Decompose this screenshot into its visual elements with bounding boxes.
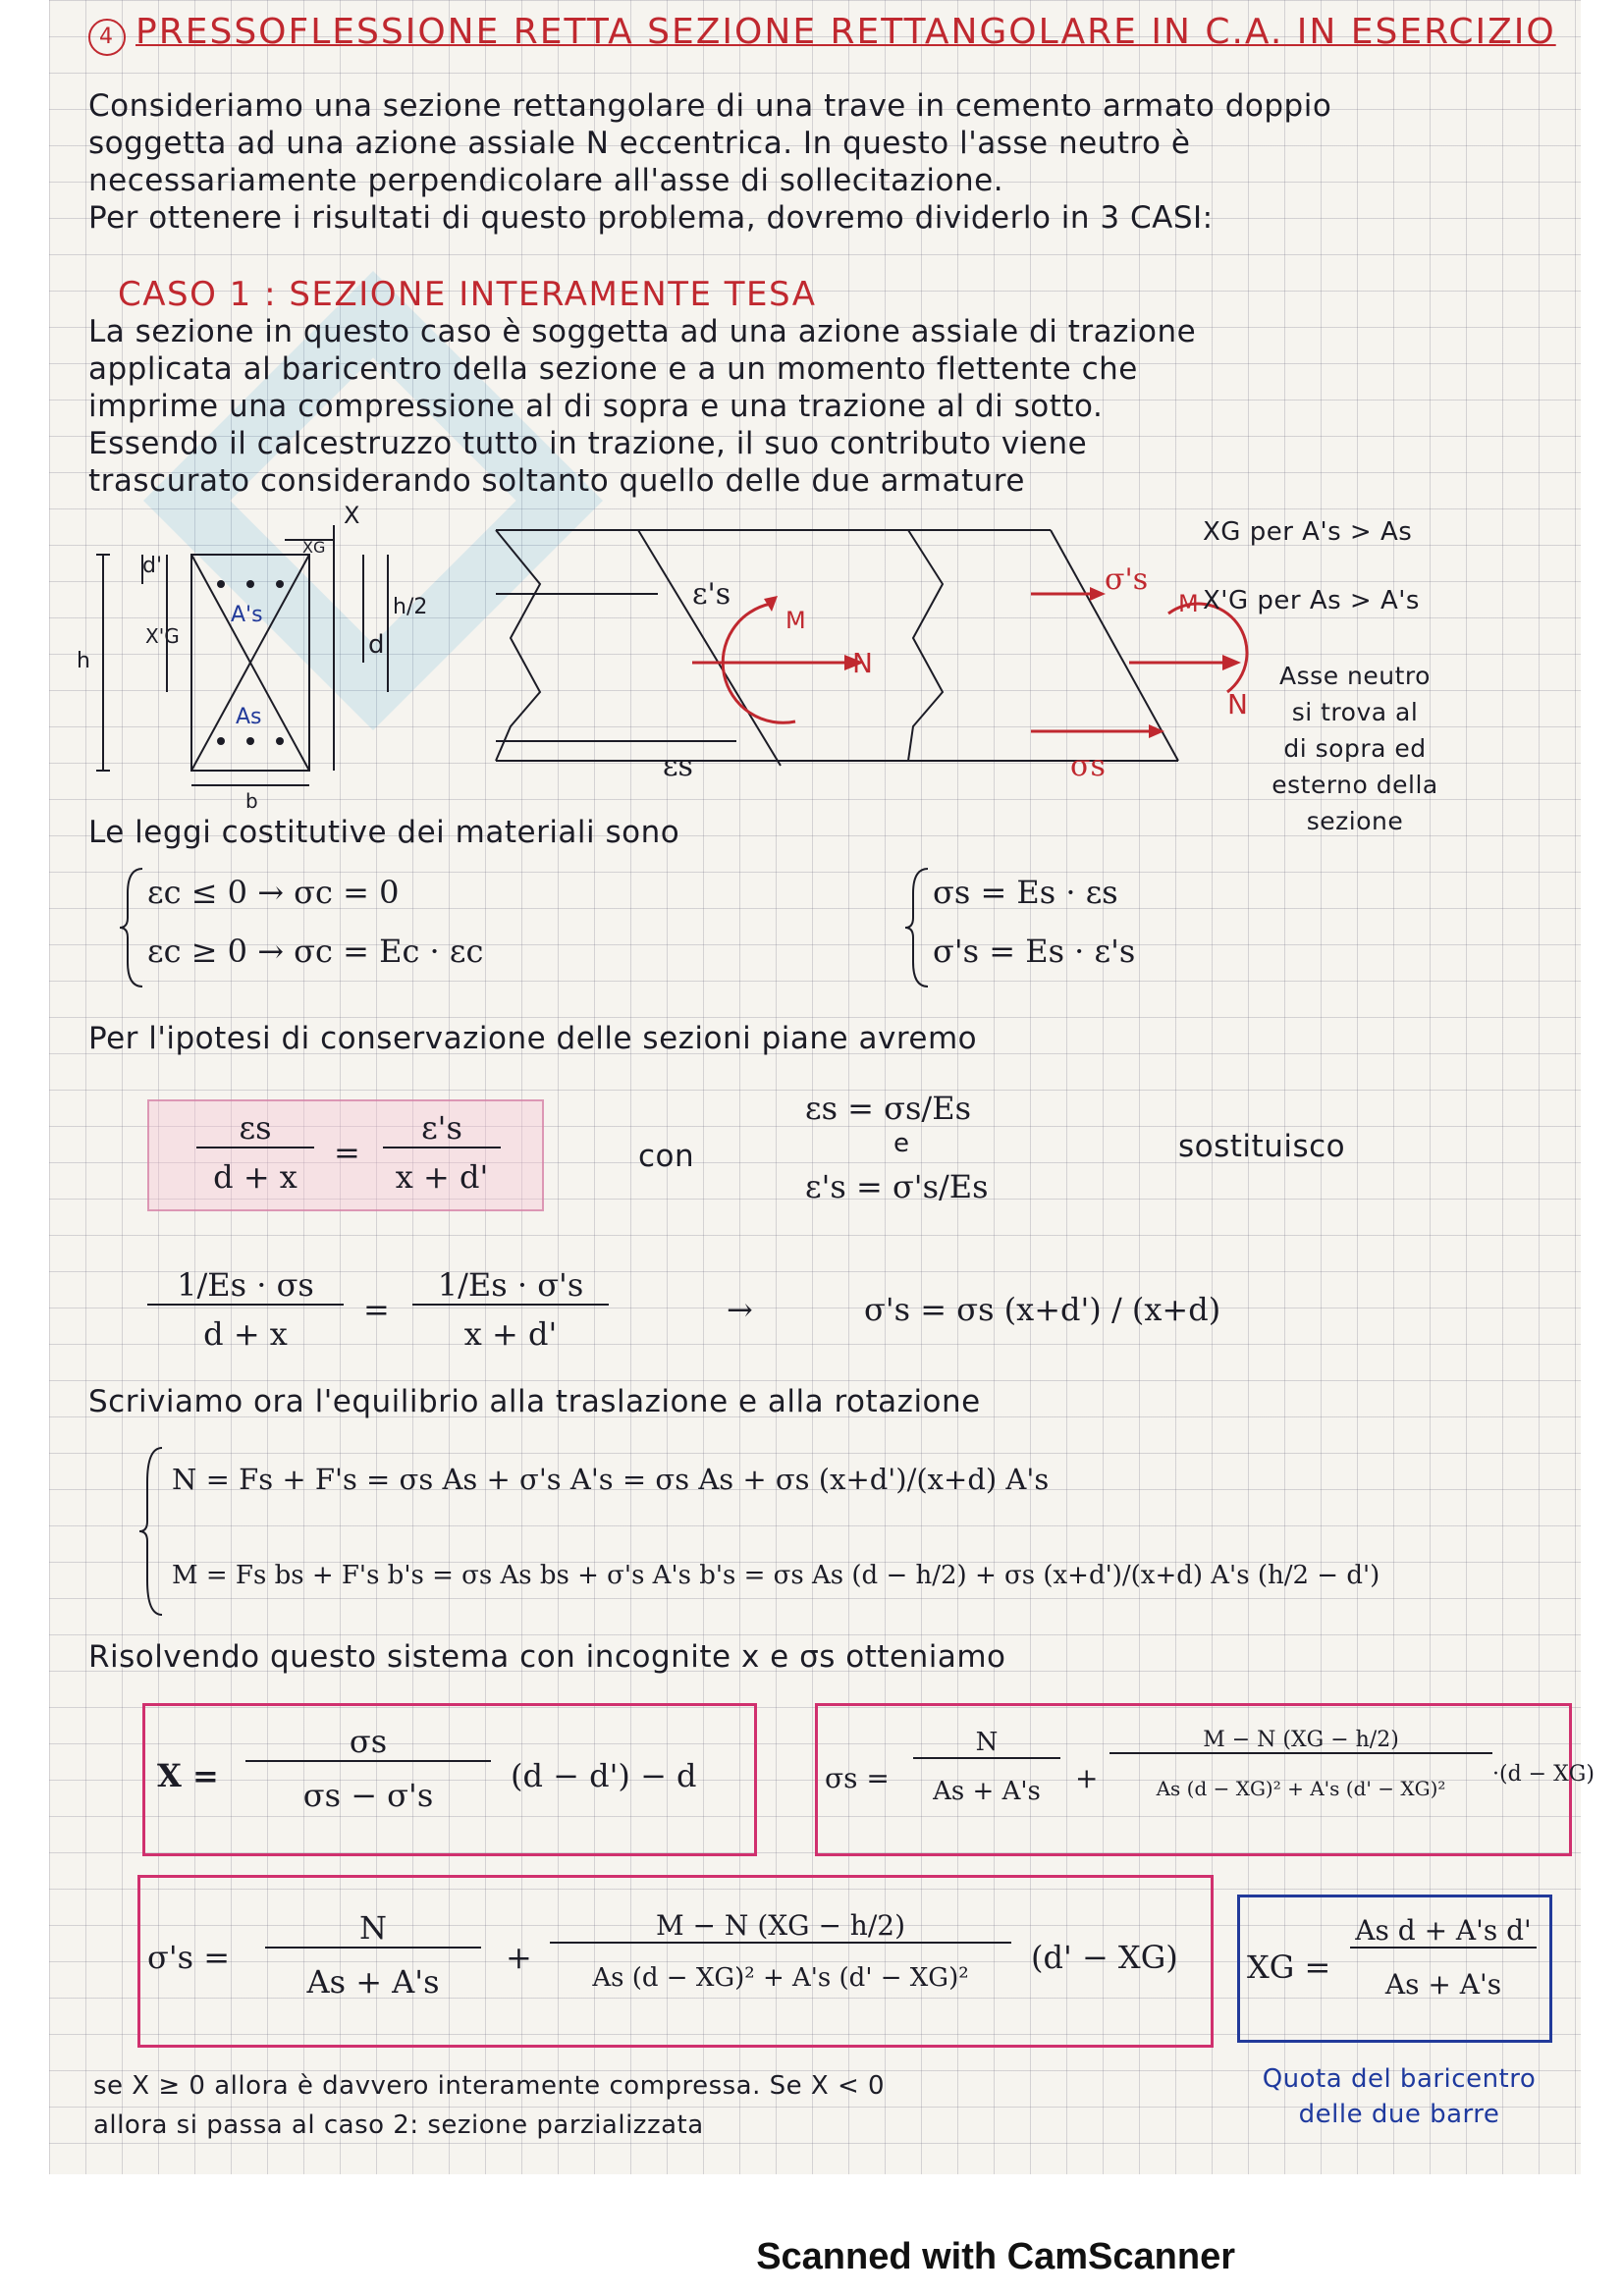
result-sigma-s-tail: ·(d − XG) — [1492, 1762, 1595, 1787]
derived-result: σ's = σs (x+d') / (x+d) — [864, 1291, 1221, 1328]
eps-s-label: εs — [663, 749, 693, 783]
section-number: 4 — [88, 19, 126, 56]
intro-line-3: necessariamente perpendicolare all'asse di sollecitazione. — [88, 163, 1004, 198]
xg-prime-label: X'G — [145, 624, 180, 648]
result-sigma-s-prime-t2-num: M − N (XG − h/2) — [550, 1909, 1011, 1944]
result-xg-num: As d + A's d' — [1350, 1914, 1537, 1949]
camscanner-footer: Scanned with CamScanner — [756, 2236, 1235, 2277]
title-text: PRESSOFLESSIONE RETTA SEZIONE RETTANGOLARE IN C.A. IN ESERCIZIO — [135, 12, 1556, 52]
result-sigma-s-t1-den: As + A's — [933, 1777, 1041, 1806]
intro-line-1: Consideriamo una sezione rettangolare di una trave in cemento armato doppio — [88, 88, 1332, 124]
result-x-den: σs − σ's — [302, 1777, 434, 1814]
neutral-axis-note-line-3: di sopra ed — [1283, 734, 1427, 763]
xg-rule-note: XG per A's > As — [1203, 517, 1413, 547]
intro-line-4: Per ottenere i risultati di questo problema, dovremo dividerlo in 3 CASI: — [88, 200, 1214, 236]
derived-lhs-num: 1/Es · σs — [147, 1266, 344, 1306]
case-1-line-1: La sezione in questo caso è soggetta ad una azione assiale di trazione — [88, 314, 1197, 349]
sigma-s-prime-label: σ's — [1105, 562, 1149, 597]
as-bottom-label: As — [236, 705, 262, 729]
concrete-brace — [118, 864, 147, 991]
result-sigma-s-prime-t2-den: As (d − XG)² + A's (d' − XG)² — [592, 1963, 969, 1993]
d-prime-label: d' — [142, 554, 163, 578]
result-xg-lhs: XG = — [1247, 1949, 1331, 1986]
cross-section — [96, 525, 388, 785]
sub-eps-s: εs = σs/Es — [805, 1090, 971, 1127]
closing-line-2: allora si passa al caso 2: sezione parzializzata — [93, 2110, 704, 2140]
case-1-line-4: Essendo il calcestruzzo tutto in trazione, il suo contributo viene — [88, 426, 1088, 461]
n-label-1: N — [852, 647, 873, 679]
steel-brace — [903, 864, 933, 991]
closing-line-1: se X ≥ 0 allora è davvero interamente compressa. Se X < 0 — [93, 2071, 886, 2101]
derived-equals: = — [363, 1291, 390, 1328]
neutral-axis-note-line-1: Asse neutro — [1279, 662, 1431, 690]
result-xg-den: As + A's — [1384, 1968, 1502, 2001]
x-label: X — [344, 502, 360, 529]
case-1-line-5: trascurato considerando soltanto quello delle due armature — [88, 463, 1025, 499]
h-half-label: h/2 — [393, 595, 428, 619]
ratio-num-1: εs — [196, 1109, 314, 1148]
sub-and: e — [893, 1129, 910, 1158]
b-label: b — [245, 789, 258, 813]
hypothesis-intro: Per l'ipotesi di conservazione delle sezioni piane avremo — [88, 1021, 978, 1056]
xg-note-line-2: delle due barre — [1298, 2100, 1500, 2129]
case-1-line-3: imprime una compressione al di sopra e una trazione al di sotto. — [88, 389, 1104, 424]
moment-n-arrows-1 — [692, 604, 844, 722]
result-sigma-s-prime-t1-den: As + A's — [306, 1963, 440, 2001]
neutral-axis-note-line-5: sezione — [1306, 807, 1404, 835]
xg-note — [1242, 2061, 1556, 2132]
h-label: h — [77, 649, 90, 673]
ratio-num-2: ε's — [383, 1109, 501, 1148]
xg-note-line-1: Quota del baricentro — [1262, 2064, 1537, 2094]
result-x-tail: (d − d') − d — [511, 1757, 697, 1794]
result-sigma-s-t2-den: As (d − XG)² + A's (d' − XG)² — [1156, 1777, 1446, 1800]
xg-prime-rule-note: X'G per As > A's — [1203, 586, 1420, 615]
page-title — [88, 12, 1556, 56]
moment-label-2: M — [1178, 590, 1199, 617]
neutral-axis-note — [1257, 658, 1453, 839]
equilibrium-intro: Scriviamo ora l'equilibrio alla traslazione e alla rotazione — [88, 1384, 981, 1419]
ratio-equals: = — [334, 1134, 360, 1171]
equilibrium-m: M = Fs bs + F's b's = σs As bs + σ's A's b's = σs As (d − h/2) + σs (x+d')/(x+d) A's (h/2 − d') — [172, 1561, 1380, 1590]
concrete-law-1: εc ≤ 0 → σc = 0 — [147, 874, 400, 911]
result-sigma-s-prime-t1-num: N — [265, 1909, 481, 1949]
result-x-lhs: X = — [157, 1757, 219, 1794]
laws-intro: Le leggi costitutive dei materiali sono — [88, 815, 680, 850]
steel-law-1: σs = Es · εs — [933, 874, 1118, 911]
substitute-word: sostituisco — [1178, 1129, 1346, 1164]
derived-arrow: → — [727, 1291, 753, 1328]
case-1-line-2: applicata al baricentro della sezione e a un momento flettente che — [88, 351, 1138, 387]
as-top-label: A's — [231, 603, 263, 627]
n-label-2: N — [1227, 688, 1248, 721]
ratio-den-1: d + x — [213, 1158, 298, 1196]
result-sigma-s-prime-plus: + — [506, 1939, 532, 1976]
solve-line: Risolvendo questo sistema con incognite x e σs otteniamo — [88, 1639, 1006, 1675]
ratio-den-2: x + d' — [395, 1158, 489, 1196]
result-x-num: σs — [245, 1723, 491, 1762]
eps-s-prime-label: ε's — [692, 577, 731, 612]
sigma-s-label: σs — [1070, 749, 1106, 783]
notebook-page — [49, 0, 1595, 2174]
result-sigma-s-t1-num: N — [913, 1728, 1060, 1759]
derived-rhs-num: 1/Es · σ's — [412, 1266, 609, 1306]
result-sigma-s-plus: + — [1075, 1762, 1099, 1794]
case-1-heading: CASO 1 : SEZIONE INTERAMENTE TESA — [118, 275, 817, 314]
result-sigma-s-t2-num: M − N (XG − h/2) — [1109, 1728, 1492, 1754]
moment-label-1: M — [785, 607, 806, 634]
intro-line-2: soggetta ad una azione assiale N eccentrica. In questo l'asse neutro è — [88, 126, 1191, 161]
neutral-axis-note-line-4: esterno della — [1271, 771, 1438, 799]
with-word: con — [638, 1139, 695, 1174]
result-sigma-s-lhs: σs = — [825, 1762, 890, 1794]
steel-law-2: σ's = Es · ε's — [933, 933, 1136, 970]
equilibrium-brace — [137, 1443, 167, 1620]
sub-eps-s-prime: ε's = σ's/Es — [805, 1168, 989, 1205]
concrete-law-2: εc ≥ 0 → σc = Ec · εc — [147, 933, 484, 970]
equilibrium-n: N = Fs + F's = σs As + σ's A's = σs As + σs (x+d')/(x+d) A's — [172, 1463, 1050, 1496]
xg-label: XG — [302, 538, 326, 557]
derived-lhs-den: d + x — [203, 1315, 288, 1353]
d-label: d — [368, 630, 385, 660]
result-sigma-s-prime-tail: (d' − XG) — [1031, 1939, 1178, 1976]
neutral-axis-note-line-2: si trova al — [1291, 698, 1419, 726]
result-sigma-s-prime-lhs: σ's = — [147, 1939, 231, 1976]
derived-rhs-den: x + d' — [463, 1315, 558, 1353]
